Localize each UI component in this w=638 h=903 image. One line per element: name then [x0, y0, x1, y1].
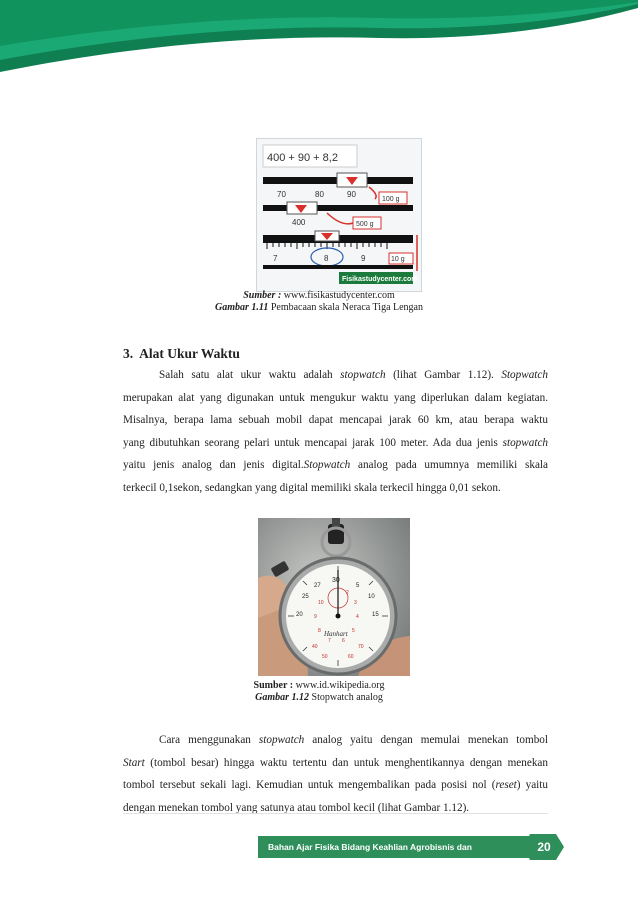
figure1-source-url: www.fisikastudycenter.com	[283, 290, 395, 301]
row3-tick-7: 7	[273, 254, 278, 263]
stopwatch-photo	[258, 518, 410, 676]
page-number: 20	[537, 840, 551, 854]
text-run: Cara menggunakan	[159, 734, 259, 746]
row3-unit: 10 g	[391, 256, 405, 263]
paragraph-line	[123, 387, 548, 410]
formula-text: 400 + 90 + 8,2	[267, 152, 338, 164]
figure2-source-label: Sumber :	[253, 680, 294, 691]
text-run: tombol tersebut sekali lagi. Kemudian untuk mengembalikan pada posisi nol (	[123, 779, 496, 791]
text-run: reset	[495, 779, 517, 791]
row3-tick-8: 8	[324, 254, 329, 263]
dial-5: 5	[356, 583, 360, 589]
svg-text:40: 40	[312, 644, 318, 650]
watermark-text: Fisikastudycenter.com	[342, 276, 418, 283]
footer-book-title: Bahan Ajar Fisika Bidang Keahlian Agrobisnis dan Agroteknologi	[258, 836, 530, 858]
stopwatch-brand: Hanhart	[324, 630, 348, 638]
svg-text:3: 3	[354, 600, 357, 606]
dial-10: 10	[368, 594, 375, 600]
figure2-caption	[0, 692, 638, 703]
dial-27: 27	[314, 583, 321, 589]
row2-unit: 500 g	[356, 221, 374, 228]
dial-30: 30	[332, 577, 340, 584]
svg-text:4: 4	[356, 614, 359, 620]
balance-scale-figure	[256, 138, 422, 292]
paragraph-line	[123, 774, 548, 797]
figure1-source-label: Sumber :	[243, 290, 282, 301]
section-title: Alat Ukur Waktu	[139, 346, 240, 361]
figure2-source-url: www.id.wikipedia.org	[295, 680, 385, 691]
text-run: yang dibutuhkan seorang pelari untuk mencapai jarak 100 meter. Ada dua jenis	[123, 436, 503, 449]
paragraph-line	[123, 454, 548, 477]
text-run: analog yaitu dengan memulai menekan tombol	[304, 734, 548, 746]
svg-text:10: 10	[318, 600, 324, 606]
row1-unit: 100 g	[382, 196, 400, 203]
figure2-source	[0, 680, 638, 691]
figure1-caption-text: Pembacaan skala Neraca Tiga Lengan	[270, 302, 423, 313]
row2-value: 400	[292, 218, 306, 227]
paragraph-stopwatch-usage	[123, 729, 548, 819]
svg-text:8: 8	[318, 628, 321, 634]
figure2-caption-label: Gambar 1.12	[255, 692, 310, 703]
svg-text:50: 50	[322, 654, 328, 660]
paragraph-line	[123, 409, 548, 432]
svg-text:70: 70	[358, 644, 364, 650]
text-run: dengan menekan tombol yang satunya atau tombol kecil (lihat Gambar 1.12).	[123, 801, 470, 814]
text-run: Stopwatch	[501, 369, 548, 381]
row1-tick-70: 70	[277, 190, 286, 199]
dial-20: 20	[296, 612, 303, 618]
svg-text:9: 9	[314, 614, 317, 620]
figure2-caption-text: Stopwatch analog	[311, 692, 383, 703]
figure1-caption	[0, 302, 638, 313]
figure1-source	[0, 290, 638, 301]
page-number-badge	[524, 834, 564, 860]
text-run: stopwatch	[502, 436, 548, 449]
header-wave-decoration	[0, 0, 638, 80]
text-run: Stopwatch	[303, 459, 351, 471]
row1-tick-90: 90	[347, 190, 356, 199]
paragraph-line	[123, 752, 548, 775]
text-run: (lihat Gambar 1.12).	[385, 369, 502, 381]
dial-25: 25	[302, 594, 309, 600]
text-run: yaitu jenis analog dan jenis digital.	[123, 459, 304, 471]
text-run: Start	[123, 756, 145, 769]
text-run: terkecil 0,1sekon, sedangkan yang digital memiliki skala terkecil hingga 0,01 sekon.	[123, 481, 501, 494]
text-run: (tombol besar) hingga waktu tertentu dan untuk menghentikannya dengan menekan	[144, 756, 548, 769]
svg-text:7: 7	[328, 638, 331, 644]
section-heading	[123, 346, 240, 362]
dial-15: 15	[372, 612, 379, 618]
svg-text:5: 5	[352, 628, 355, 634]
row1-tick-80: 80	[315, 190, 324, 199]
footer-divider	[123, 813, 548, 814]
svg-text:2: 2	[346, 590, 349, 596]
text-run: Salah satu alat ukur waktu adalah	[159, 369, 341, 381]
paragraph-line	[123, 364, 548, 387]
paragraph-stopwatch-intro	[123, 364, 548, 499]
row3-tick-9: 9	[361, 254, 366, 263]
svg-text:6: 6	[342, 638, 345, 644]
text-run: ) yaitu	[516, 779, 548, 791]
text-run: stopwatch	[258, 734, 305, 746]
paragraph-line	[123, 797, 548, 820]
text-run: stopwatch	[340, 369, 386, 381]
text-run: Misalnya, berapa lama sebuah mobil dapat mencapai jarak 60 km, atau berapa waktu	[123, 414, 548, 426]
section-number: 3.	[123, 346, 134, 361]
paragraph-line	[123, 432, 548, 455]
paragraph-line	[123, 729, 548, 752]
text-run: merupakan alat yang digunakan untuk mengukur waktu yang diperlukan dalam kegiatan.	[123, 391, 548, 404]
figure1-caption-label: Gambar 1.11	[214, 302, 269, 313]
paragraph-line	[123, 477, 548, 500]
text-run: analog pada umumnya memiliki skala	[350, 459, 548, 471]
svg-text:60: 60	[348, 654, 354, 660]
